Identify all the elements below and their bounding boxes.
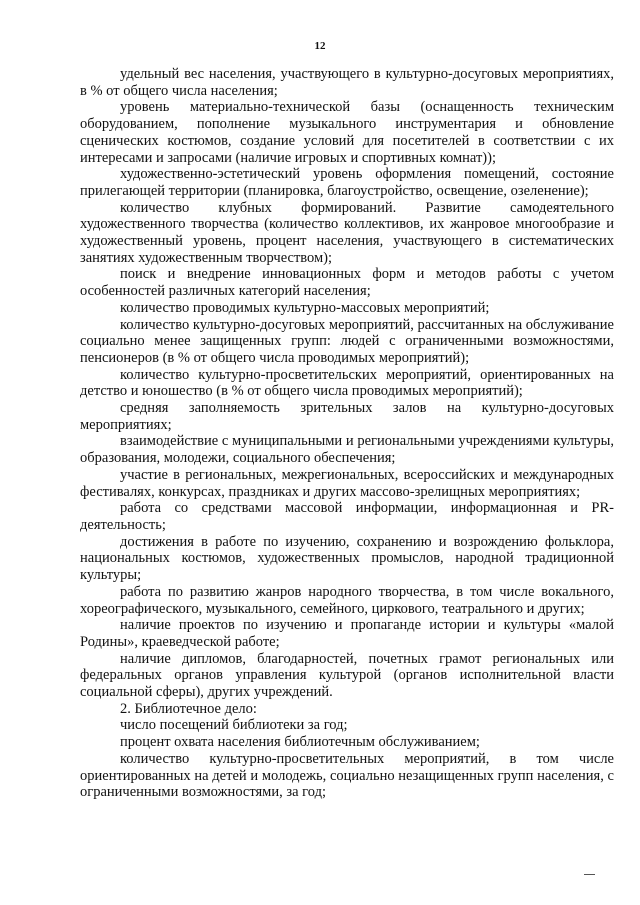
paragraph-media-pr: работа со средствами массовой информации, информационная и PR-деятельность;: [80, 500, 614, 533]
paragraph-festivals: участие в региональных, межрегиональных, всероссийских и международных фестивалях, конкурсах, праздниках и других массово-зрелищных мероприятиях;: [80, 466, 614, 500]
paragraph-aesthetic-level: художественно-эстетический уровень оформления помещений, состояние прилегающей территории (планировка, благоустройство, освещение, озеленение);: [80, 166, 614, 199]
paragraph-cooperation: взаимодействие с муниципальными и региональными учреждениями культуры, образования, молодежи, социального обеспечения;: [80, 433, 614, 467]
paragraph-share-population: удельный вес населения, участвующего в культурно-досуговых мероприятиях, в % от общего числа населения;: [80, 66, 614, 99]
paragraph-library-coverage: процент охвата населения библиотечным обслуживанием;: [120, 734, 480, 751]
paragraph-library-events: количество культурно-просветительных мероприятий, в том числе ориентированных на детей и молодежь, социально незащищенных групп населения, с ограниченными возможностями, за год;: [80, 750, 614, 801]
section-heading-library: 2. Библиотечное дело:: [120, 700, 257, 717]
page-number: 12: [314, 40, 326, 52]
paragraph-innovation: поиск и внедрение инновационных форм и методов работы с учетом особенностей различных категорий населения;: [80, 266, 614, 300]
paragraph-hall-occupancy: средняя заполняемость зрительных залов на культурно-досуговых мероприятиях;: [80, 400, 614, 433]
paragraph-mass-events: количество проводимых культурно-массовых мероприятий;: [120, 299, 490, 316]
paragraph-local-history: наличие проектов по изучению и пропаганде истории и культуры «малой Родины», краеведческой работе;: [80, 617, 614, 650]
scan-mark: [584, 874, 595, 875]
paragraph-library-visits: число посещений библиотеки за год;: [120, 717, 348, 734]
paragraph-diplomas: наличие дипломов, благодарностей, почетных грамот региональных или федеральных органов управления культурой (органов исполнительной власти социальной сферы), других учреждений.: [80, 650, 614, 701]
paragraph-folk-genres: работа по развитию жанров народного творчества, в том числе вокального, хореографического, музыкального, семейного, циркового, театрального и других;: [80, 583, 614, 617]
paragraph-folklore: достижения в работе по изучению, сохранению и возрождению фольклора, национальных костюмов, художественных промыслов, народной традиционной культуры;: [80, 533, 614, 584]
document-body: [80, 66, 614, 801]
paragraph-club-formations: количество клубных формирований. Развитие самодеятельного художественного творчества (количество коллективов, их жанровое многообразие и художественный уровень, процент населения, участвующего в систематических занятиях художественным творчеством);: [80, 199, 614, 266]
paragraph-youth-events: количество культурно-просветительских мероприятий, ориентированных на детство и юношество (в % от общего числа проводимых мероприятий);: [80, 366, 614, 400]
paragraph-vulnerable-groups: количество культурно-досуговых мероприятий, рассчитанных на обслуживание социально менее защищенных групп: людей с ограниченными возможностями, пенсионеров (в % от общего числа проводимых мероприятий);: [80, 316, 614, 366]
paragraph-material-base: уровень материально-технической базы (оснащенность техническим оборудованием, пополнение музыкального инструментария и обновление сценических костюмов, создание условий для посетителей в соответствии с их интересами и запросами (наличие игровых и спортивных комнат));: [80, 99, 614, 166]
